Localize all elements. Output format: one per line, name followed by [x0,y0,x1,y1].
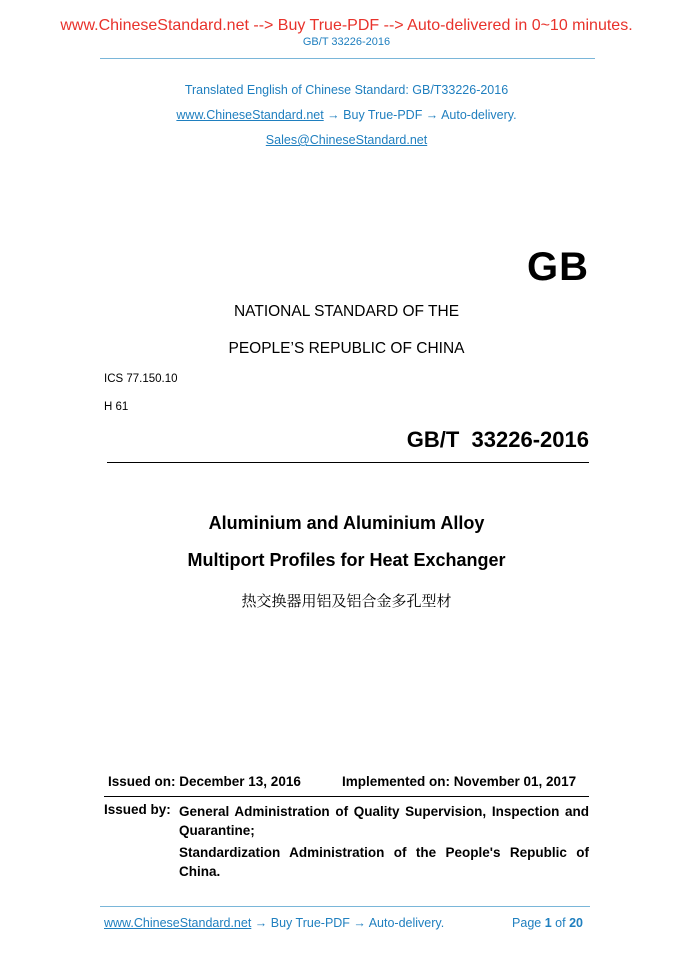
sales-line [0,133,693,147]
national-standard-line1: NATIONAL STANDARD OF THE [233,303,460,320]
gb-mark: GB [527,245,589,289]
title-chinese: 热交换器用铝及铝合金多孔型材 [241,592,452,610]
page-label: Page [512,916,542,930]
issuer-2: Standardization Administration of the People's Republic of China. [179,845,589,879]
ccs-code: H 61 [104,401,129,413]
site-link[interactable]: www.ChineseStandard.net [176,108,324,122]
footer-buy-line [104,916,444,930]
standard-number: GB/T 33226-2016 [406,427,589,452]
translated-notice: Translated English of Chinese Standard: GB/T33226-2016 [184,83,509,97]
issued-by-label: Issued by: [104,802,171,817]
national-standard-line2: PEOPLE’S REPUBLIC OF CHINA [228,340,465,357]
footer-buy-text: → Buy True-PDF → Auto-delivery. [251,916,445,930]
ics-code: ICS 77.150.10 [104,373,178,385]
buy-line [0,108,693,122]
title-line1: Aluminium and Aluminium Alloy [208,513,485,533]
page-current: 1 [544,916,552,930]
page-of: of [555,916,566,930]
page-total: 20 [569,916,583,930]
issuer-1: General Administration of Quality Supervision, Inspection and Quarantine; [179,804,589,838]
buy-text: → Buy True-PDF → Auto-delivery. [323,108,517,122]
top-banner[interactable]: www.ChineseStandard.net --> Buy True-PDF --> Auto-delivered in 0~10 minutes. [60,17,633,34]
title-line2: Multiport Profiles for Heat Exchanger [187,550,506,570]
header-standard-code: GB/T 33226-2016 [302,36,391,48]
footer-divider [100,906,590,907]
page-indicator [512,916,583,930]
implemented-date: Implemented on: November 01, 2017 [342,774,577,789]
footer-site-link[interactable]: www.ChineseStandard.net [104,916,252,930]
header-divider [100,58,595,59]
sales-email-link[interactable]: Sales@ChineseStandard.net [265,133,428,147]
dates-divider [104,796,589,797]
issued-date: Issued on: December 13, 2016 [108,774,301,789]
standard-divider [107,462,589,463]
